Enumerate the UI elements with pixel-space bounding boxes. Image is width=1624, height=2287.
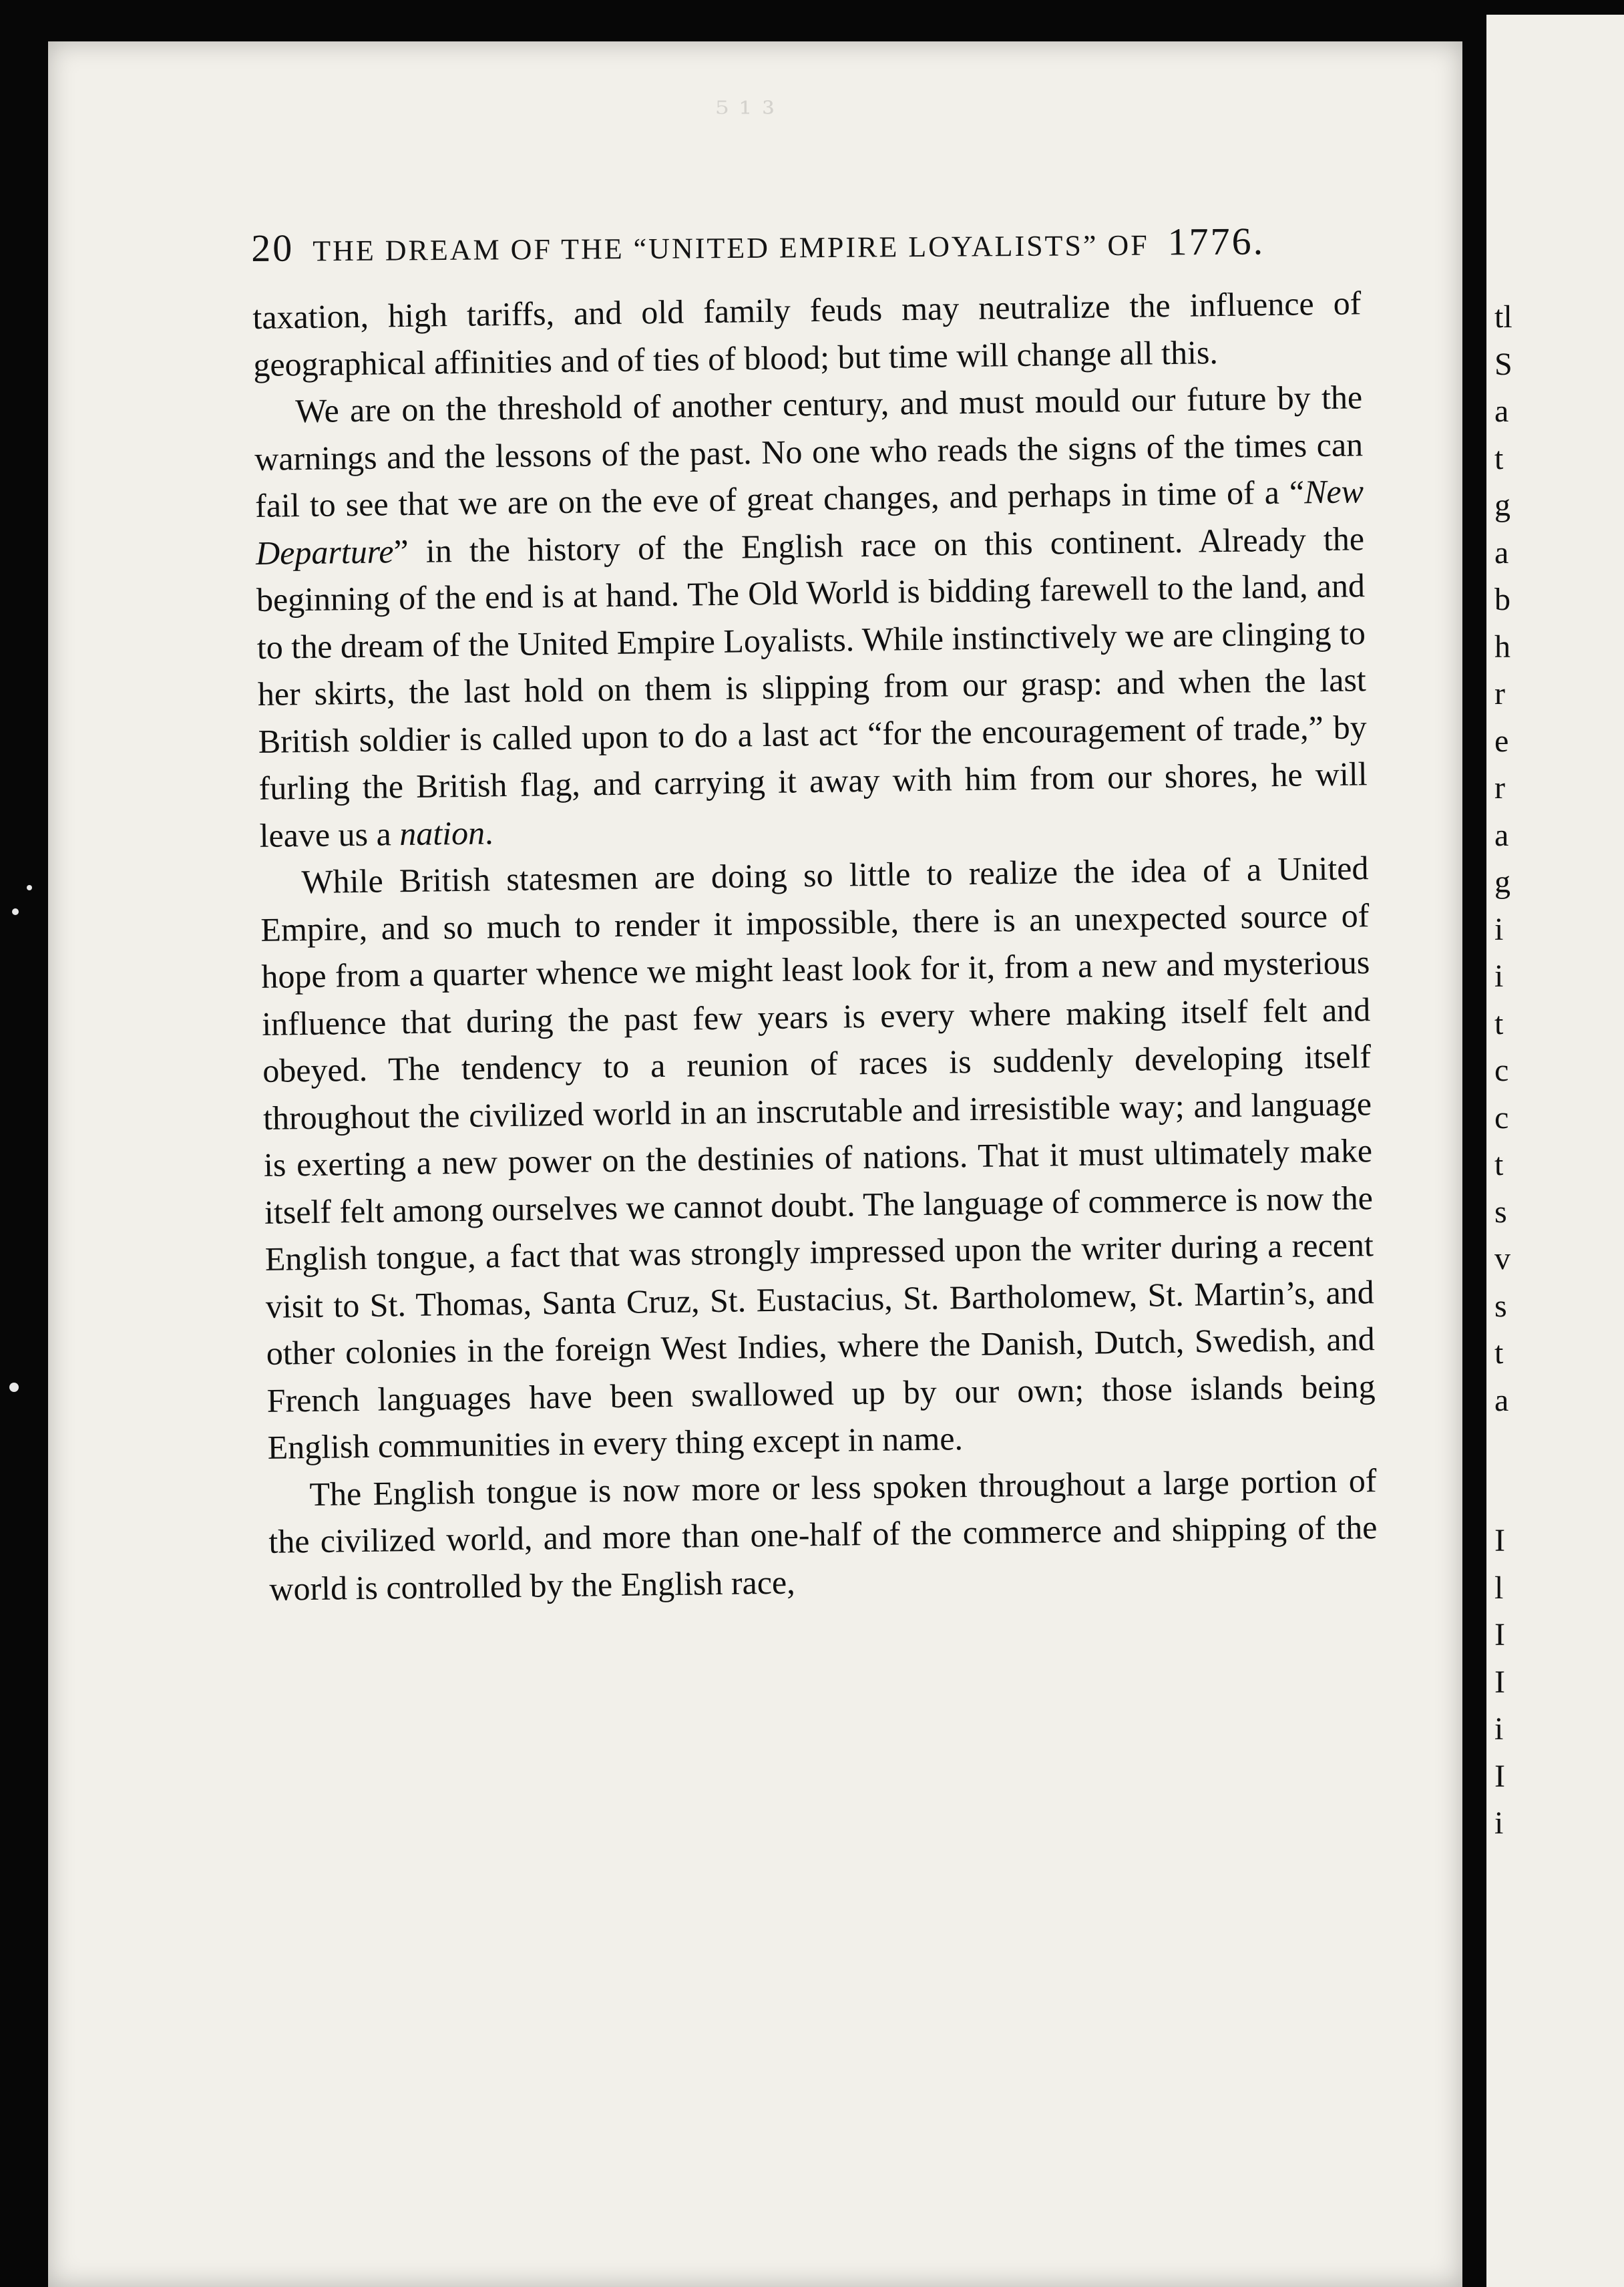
- paragraph-english-tongue: The English tongue is now more or less spoken throughout a large portion of the civilized world, and more than one-half of the commerce and shipping of the world is controlled by the English race,: [268, 1461, 1378, 1608]
- facing-fragment: r: [1494, 676, 1505, 711]
- facing-fragment: a: [1494, 817, 1509, 853]
- facing-fragment: t: [1494, 440, 1504, 476]
- facing-fragment: tl: [1494, 299, 1512, 335]
- facing-fragment: i: [1494, 1805, 1504, 1841]
- facing-fragment: c: [1494, 1053, 1509, 1088]
- running-header: [251, 218, 1293, 271]
- scan-dust-mark: [27, 885, 32, 890]
- facing-fragment: t: [1494, 1335, 1504, 1371]
- paragraph-text: ” in the history of the English race on this continent. Already the beginning of the end is at hand. The Old World is bidding farewell to the land, and to the dream of the United Empire Loyalists. While instinctively we are clinging to her skirts, the last hold on them is slipping from our grasp: and when the last British soldier is called upon to do a last act “for the encouragement of trade,” by furling the British flag, and carrying it away with him from our shores, he will leave us a: [256, 519, 1368, 854]
- facing-fragment: t: [1494, 1147, 1504, 1182]
- facing-fragment: s: [1494, 1288, 1507, 1324]
- facing-fragment: s: [1494, 1194, 1507, 1230]
- page-number: 20: [251, 226, 294, 270]
- facing-fragment: t: [1494, 1005, 1504, 1041]
- paragraph-text: .: [484, 813, 493, 852]
- facing-fragment: r: [1494, 770, 1505, 806]
- paragraph-continued: taxation, high tariffs, and old family feuds may neutralize the influence of geographical affinities and of ties of blood; but time will change all this.: [252, 284, 1362, 383]
- facing-fragment: I: [1494, 1664, 1505, 1700]
- italic-phrase: New Departure: [255, 472, 1364, 572]
- paragraph-new-departure: [254, 373, 1368, 859]
- show-through-marks: ⁵ ¹ ³: [716, 95, 775, 132]
- facing-fragment: i: [1494, 1711, 1504, 1747]
- facing-fragment: e: [1494, 723, 1509, 759]
- facing-fragment-gap: [1494, 1424, 1512, 1518]
- page-body: [252, 279, 1378, 1612]
- running-title: THE DREAM OF THE “UNITED EMPIRE LOYALISTS” OF: [313, 228, 1149, 268]
- paragraph-reunion-of-races: While British statesmen are doing so little to realize the idea of a United Empire, and so much to render it impossible, there is an unexpected source of hope from a quarter whence we might least look for it, from a new and mysterious influence that during the past few years is every where making itself felt and obeyed. The tendency to a reunion of races is suddenly developing itself throughout the civilized world in an inscrutable and irresistible way; and language is exerting a new power on the destinies of nations. That it must ultimately make itself felt among ourselves we cannot doubt. The language of commerce is now the English tongue, a fact that was strongly impressed upon the writer during a recent visit to St. Thomas, Santa Cruz, St. Eustacius, St. Bartholomew, St. Martin’s, and other colonies in the foreign West Indies, where the Danish, Dutch, Swedish, and French languages have been swallowed up by our own; those islands being English communities in every thing except in name.: [260, 849, 1376, 1466]
- facing-fragment: a: [1494, 393, 1509, 429]
- facing-fragment: a: [1494, 534, 1509, 570]
- facing-fragment: i: [1494, 911, 1504, 947]
- scan-dust-mark: [9, 1383, 19, 1392]
- facing-fragment: I: [1494, 1758, 1505, 1794]
- facing-fragment: g: [1494, 488, 1510, 523]
- facing-page-text-fragments: [1494, 294, 1512, 1848]
- facing-fragment: S: [1494, 346, 1512, 382]
- facing-fragment: g: [1494, 864, 1510, 900]
- paragraph-text: We are on the threshold of another century, and must mould our future by the warnings and the lessons of the past. No one who reads the signs of the times can fail to see that we are on the eve of great changes, and perhaps in time of a “: [254, 378, 1364, 524]
- facing-fragment: I: [1494, 1617, 1505, 1652]
- facing-fragment: b: [1494, 582, 1510, 617]
- facing-fragment: h: [1494, 629, 1510, 665]
- facing-fragment: i: [1494, 958, 1504, 994]
- facing-fragment: a: [1494, 1382, 1509, 1418]
- scan-dust-mark: [12, 908, 19, 915]
- italic-word: nation: [399, 814, 485, 852]
- facing-fragment: I: [1494, 1523, 1505, 1558]
- facing-fragment: l: [1494, 1570, 1504, 1606]
- facing-fragment: v: [1494, 1241, 1510, 1276]
- header-year: 1776.: [1167, 219, 1265, 264]
- facing-fragment: c: [1494, 1099, 1509, 1135]
